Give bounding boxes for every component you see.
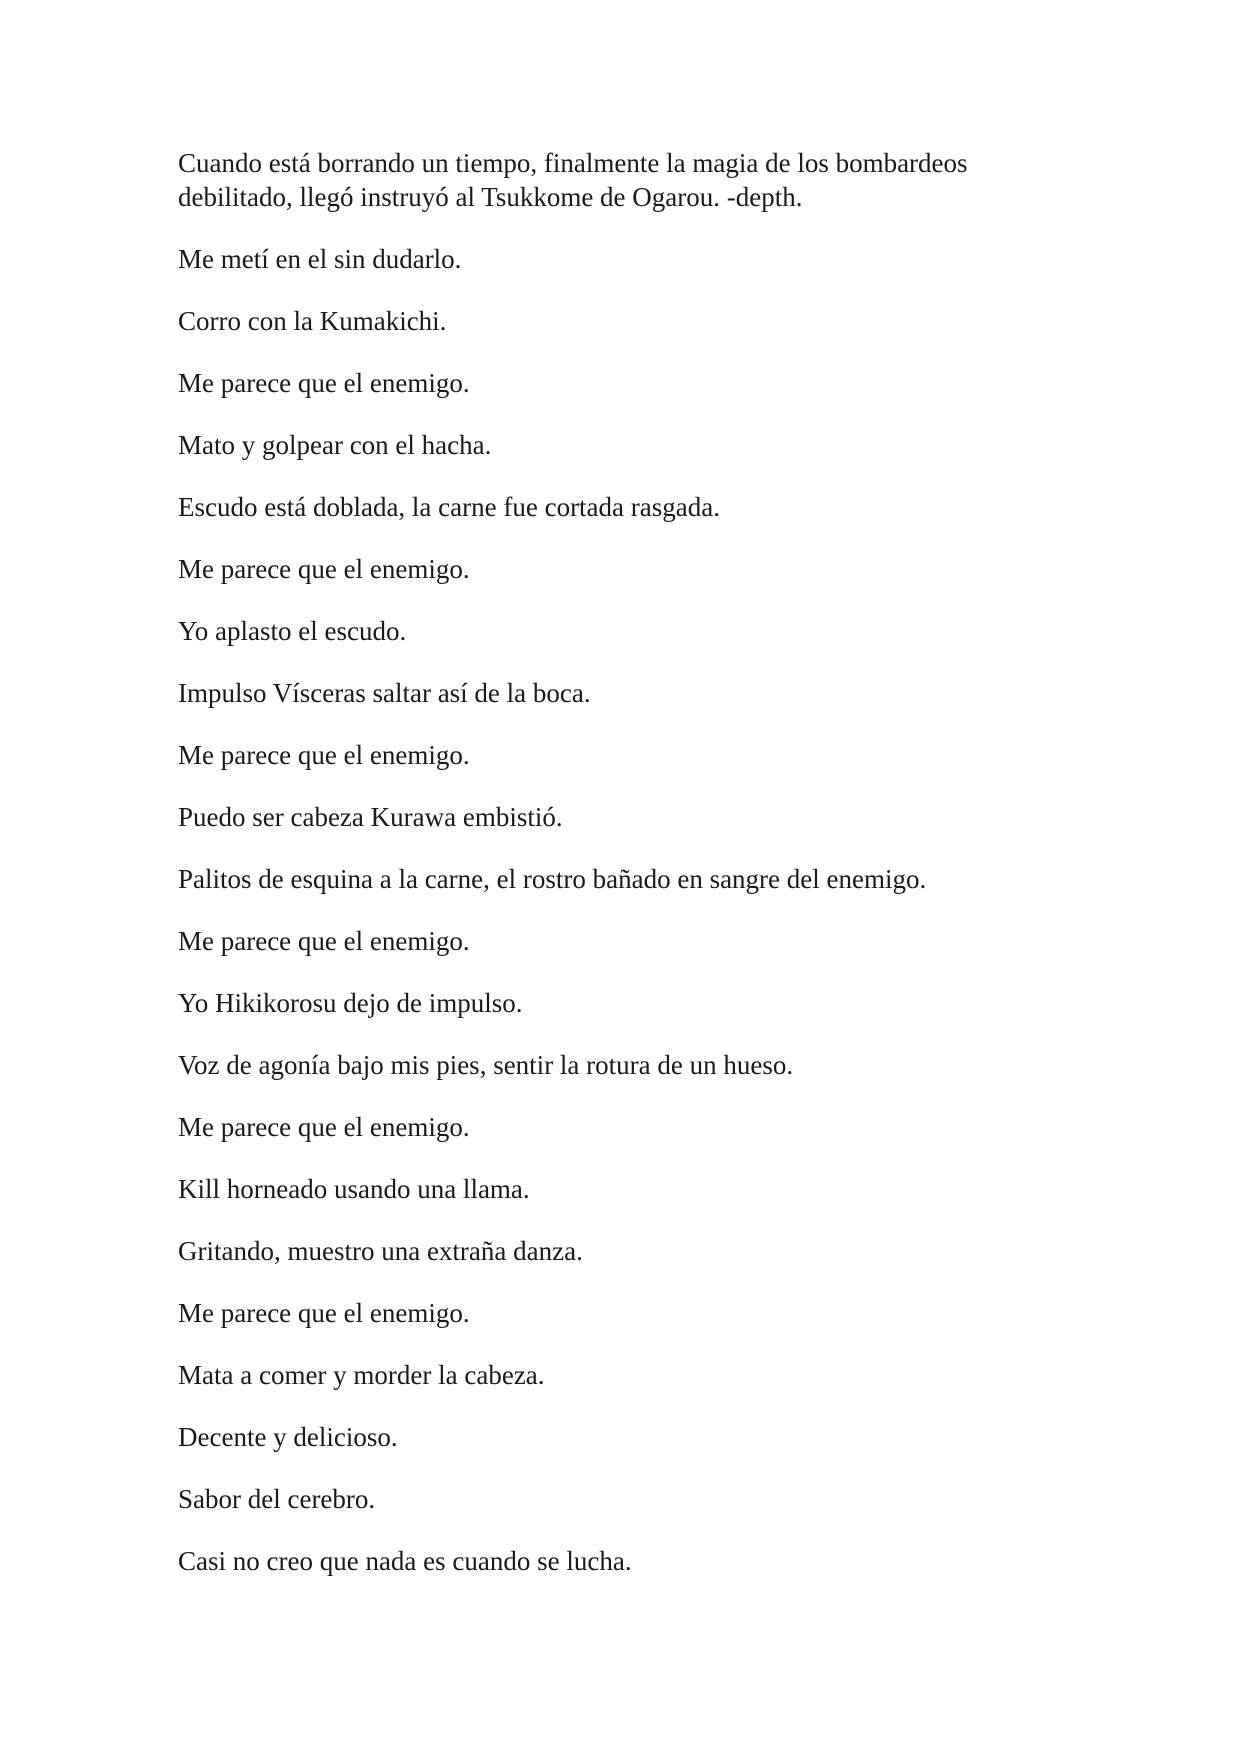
paragraph: Mata a comer y morder la cabeza. (178, 1360, 545, 1390)
paragraph: Puedo ser cabeza Kurawa embistió. (178, 802, 563, 832)
paragraph: Palitos de esquina a la carne, el rostro bañado en sangre del enemigo. (178, 864, 927, 894)
paragraph: Corro con la Kumakichi. (178, 306, 447, 336)
paragraph: Sabor del cerebro. (178, 1484, 376, 1514)
paragraph: Me parece que el enemigo. (178, 926, 470, 956)
paragraph: Me metí en el sin dudarlo. (178, 244, 462, 274)
document-body (178, 146, 1058, 1606)
paragraph: Escudo está doblada, la carne fue cortada rasgada. (178, 492, 720, 522)
paragraph: Me parece que el enemigo. (178, 1298, 470, 1328)
paragraph: Casi no creo que nada es cuando se lucha. (178, 1546, 632, 1576)
paragraph: Impulso Vísceras saltar así de la boca. (178, 678, 591, 708)
paragraph: Me parece que el enemigo. (178, 554, 470, 584)
paragraph: Mato y golpear con el hacha. (178, 430, 492, 460)
paragraph: Voz de agonía bajo mis pies, sentir la rotura de un hueso. (178, 1050, 794, 1080)
paragraph: Yo aplasto el escudo. (178, 616, 407, 646)
paragraph: Kill horneado usando una llama. (178, 1174, 530, 1204)
paragraph: Decente y delicioso. (178, 1422, 398, 1452)
paragraph: Yo Hikikorosu dejo de impulso. (178, 988, 523, 1018)
paragraph: Me parece que el enemigo. (178, 1112, 470, 1142)
paragraph: Me parece que el enemigo. (178, 740, 470, 770)
paragraph: Cuando está borrando un tiempo, finalmente la magia de los bombardeos debilitado, llegó instruyó al Tsukkome de Ogarou. -depth. (178, 148, 968, 212)
paragraph: Me parece que el enemigo. (178, 368, 470, 398)
paragraph: Gritando, muestro una extraña danza. (178, 1236, 583, 1266)
